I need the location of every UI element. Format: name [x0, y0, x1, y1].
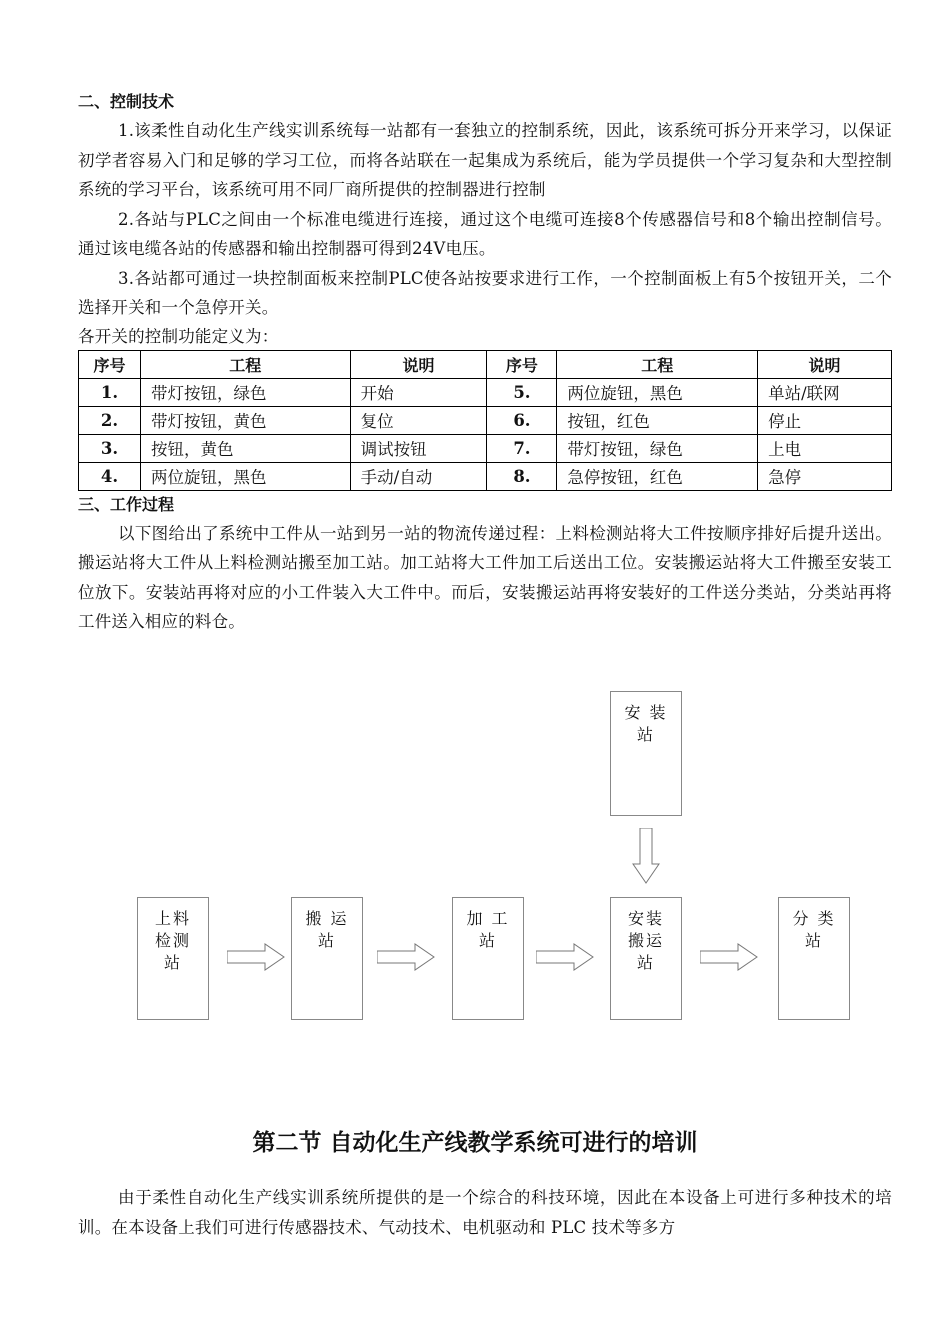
- right-arrow-icon: [536, 943, 594, 971]
- table-row: [79, 406, 892, 434]
- box-line: 搬 运: [305, 909, 349, 928]
- table-cell: 急停按钮，红色: [557, 462, 758, 490]
- box-line: 站: [478, 931, 497, 950]
- header-cell: 工程: [140, 350, 350, 378]
- box-line: 站: [804, 931, 823, 950]
- header-cell: 工程: [557, 350, 758, 378]
- table-cell: 单站/联网: [758, 378, 892, 406]
- processing-station-box: [452, 897, 524, 1020]
- table-cell: 3.: [79, 434, 141, 462]
- section-title: 第二节 自动化生产线教学系统可进行的培训: [252, 1130, 698, 1156]
- page-body: [78, 88, 892, 637]
- box-line: 搬运: [627, 931, 664, 950]
- paragraph-control-3: 3.各站都可通过一块控制面板来控制PLC使各站按要求进行工作，一个控制面板上有5个按钮开关，二个选择开关和一个急停开关。: [78, 268, 892, 317]
- table-cell: 8.: [487, 462, 557, 490]
- table-cell: 带灯按钮，绿色: [140, 378, 350, 406]
- right-arrow-icon: [227, 943, 285, 971]
- box-line: 加 工: [466, 909, 510, 928]
- box-line: 检测: [154, 931, 191, 950]
- header-cell: 序号: [79, 350, 141, 378]
- table-cell: 7.: [487, 434, 557, 462]
- table-cell: 6.: [487, 406, 557, 434]
- box-line: 站: [317, 931, 336, 950]
- box-line: 站: [636, 953, 655, 972]
- table-cell: 按钮，红色: [557, 406, 758, 434]
- workflow-diagram: [0, 690, 950, 1030]
- paragraph-process: 以下图给出了系统中工件从一站到另一站的物流传递过程：上料检测站将大工件按顺序排好后提升送出。搬运站将大工件从上料检测站搬至加工站。加工站将大工件加工后送出工位。安装搬运站将大工件搬至安装工位放下。安装站再将对应的小工件装入大工件中。而后，安装搬运站再将安装好的工件送分类站，分类站再将工件送入相应的料仓。: [78, 523, 892, 631]
- table-cell: 4.: [79, 462, 141, 490]
- header-cell: 说明: [758, 350, 892, 378]
- closing-section: [78, 1183, 892, 1242]
- box-line: 上料: [154, 909, 191, 928]
- table-cell: 按钮，黄色: [140, 434, 350, 462]
- table-cell: 2.: [79, 406, 141, 434]
- table-cell: 带灯按钮，绿色: [557, 434, 758, 462]
- box-line: 站: [163, 953, 182, 972]
- table-cell: 1.: [79, 378, 141, 406]
- table-row: [79, 378, 892, 406]
- sorting-station-box: [778, 897, 850, 1020]
- transport-station-box: [291, 897, 363, 1020]
- table-header-row: [79, 350, 892, 378]
- box-line: 分 类: [792, 909, 836, 928]
- table-cell: 5.: [487, 378, 557, 406]
- table-cell: 上电: [758, 434, 892, 462]
- paragraph-training: 由于柔性自动化生产线实训系统所提供的是一个综合的科技环境，因此在本设备上可进行多种技术的培训。在本设备上我们可进行传感器技术、气动技术、电机驱动和 PLC 技术等多方: [78, 1188, 892, 1237]
- install-transport-station-box: [610, 897, 682, 1020]
- table-row: [79, 434, 892, 462]
- box-line: 安 装: [624, 703, 668, 722]
- table-cell: 带灯按钮，黄色: [140, 406, 350, 434]
- table-cell: 停止: [758, 406, 892, 434]
- right-arrow-icon: [377, 943, 435, 971]
- section-heading-process: 三、工作过程: [78, 494, 175, 514]
- box-line: 站: [636, 725, 655, 744]
- table-cell: 调试按钮: [350, 434, 487, 462]
- section-heading-control: 二、控制技术: [78, 92, 175, 111]
- header-cell: 序号: [487, 350, 557, 378]
- header-cell: 说明: [350, 350, 487, 378]
- table-caption: 各开关的控制功能定义为：: [78, 326, 279, 346]
- paragraph-control-1: 1.该柔性自动化生产线实训系统每一站都有一套独立的控制系统，因此，该系统可拆分开来学习，以保证初学者容易入门和足够的学习工位，而将各站联在一起集成为系统后，能为学员提供一个学习复杂和大型控制系统的学习平台，该系统可用不同厂商所提供的控制器进行控制: [78, 121, 892, 199]
- table-cell: 急停: [758, 462, 892, 490]
- right-arrow-icon: [700, 943, 758, 971]
- install-station-box: [610, 691, 682, 816]
- table-cell: 两位旋钮，黑色: [140, 462, 350, 490]
- table-cell: 两位旋钮，黑色: [557, 378, 758, 406]
- down-arrow-icon: [632, 828, 660, 884]
- table-cell: 复位: [350, 406, 487, 434]
- table-row: [79, 462, 892, 490]
- table-cell: 手动/自动: [350, 462, 487, 490]
- feed-check-station-box: [137, 897, 209, 1020]
- paragraph-control-2: 2.各站与PLC之间由一个标准电缆进行连接，通过这个电缆可连接8个传感器信号和8个输出控制信号。通过该电缆各站的传感器和输出控制器可得到24V电压。: [78, 209, 892, 258]
- switch-function-table: [78, 350, 892, 491]
- table-cell: 开始: [350, 378, 487, 406]
- box-line: 安装: [627, 909, 664, 928]
